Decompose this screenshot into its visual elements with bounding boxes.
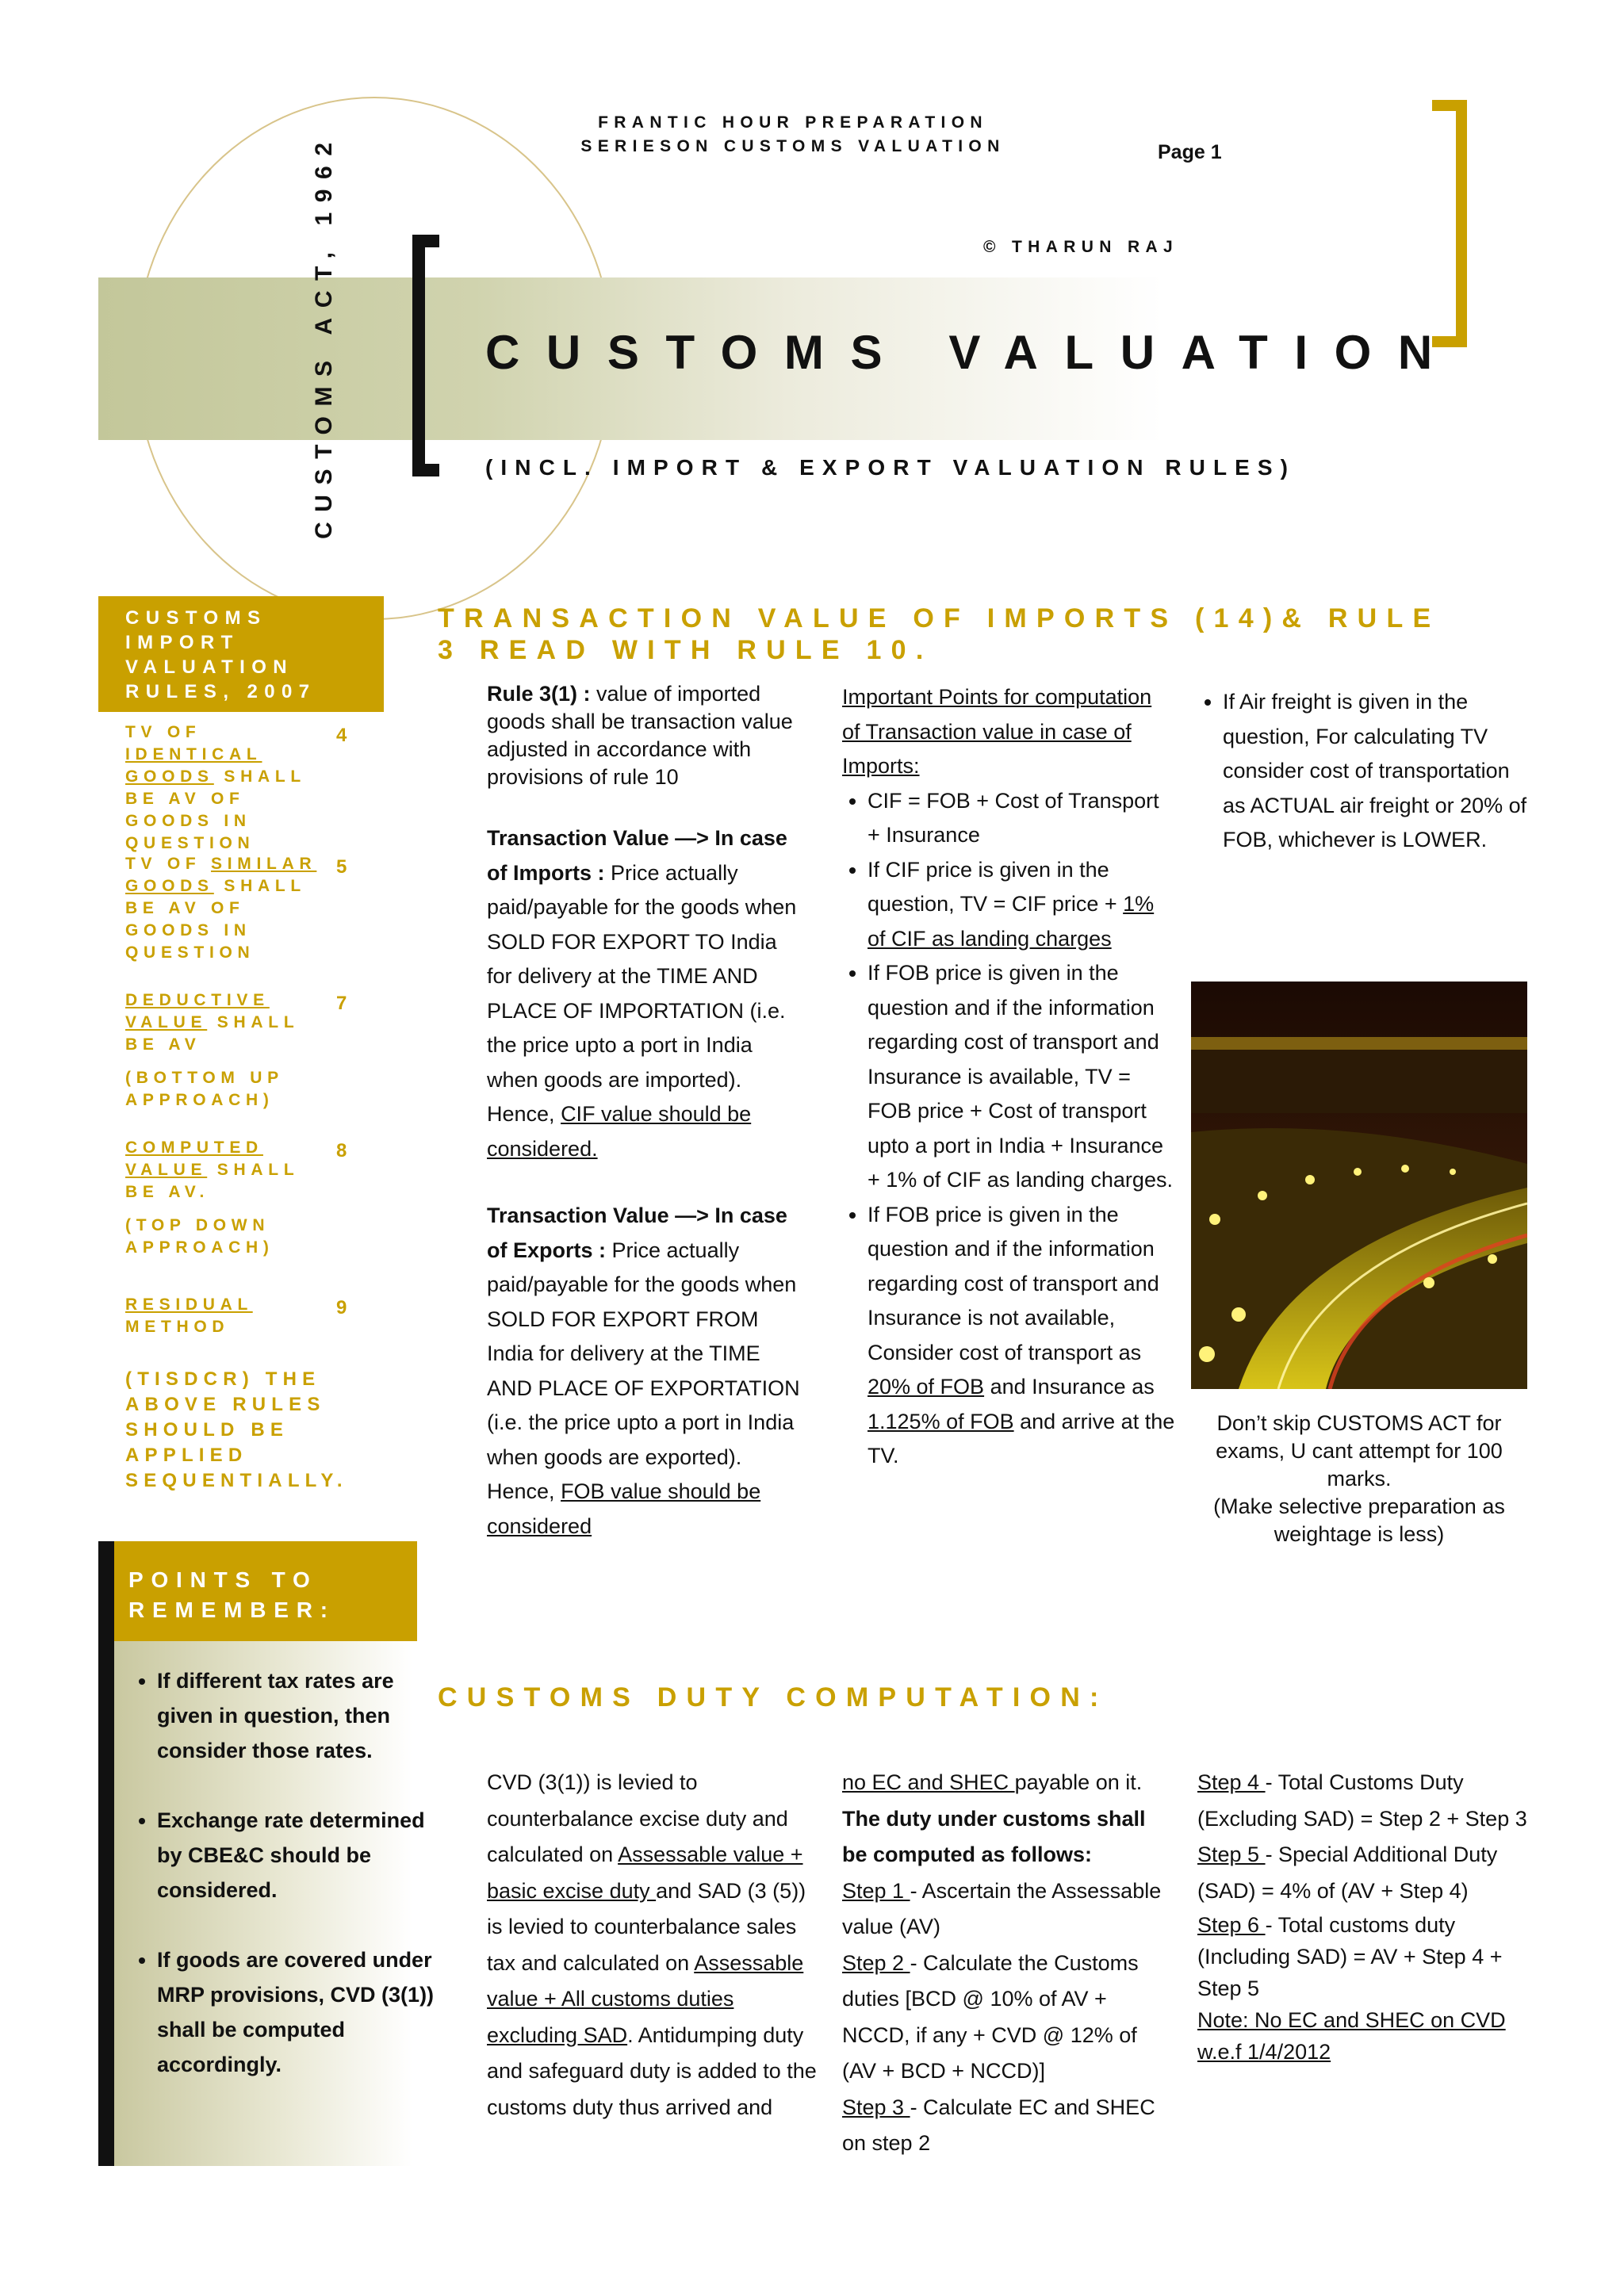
bullet-text: and arrive at the TV. xyxy=(868,1409,1175,1468)
photo-illustration xyxy=(1191,982,1527,1389)
rule31-text: value of imported goods shall be transaction value adjusted in accordance with provisions of rule 10 xyxy=(487,682,793,789)
bullet-underline: 20% of FOB xyxy=(868,1375,985,1399)
important-points xyxy=(842,680,1175,1474)
list-item: • If goods are covered under MRP provisions, CVD (3(1)) shall be computed accordingly. xyxy=(157,1942,450,2082)
duty-text: payable on it. xyxy=(1014,1770,1143,1794)
series-title xyxy=(555,111,1031,159)
fob-value-link: FOB value should be considered xyxy=(487,1479,761,1538)
duty-column-2 xyxy=(842,1765,1175,2162)
toc-text: SHALL BE AV. xyxy=(125,1161,299,1201)
step-label: Step 2 xyxy=(842,1950,910,1975)
city-night-photo xyxy=(1191,982,1527,1389)
toc-item-deductive[interactable] xyxy=(125,989,331,1112)
sidebar-note: (TISDCR) THE ABOVE RULES SHOULD BE APPLIED SEQUENTIALLY. xyxy=(125,1368,348,1491)
duty-text: CVD (3(1)) is levied to counterbalance excise duty and calculated on xyxy=(487,1770,788,1866)
duty-text: . Antidumping duty and safeguard duty is added to the customs duty thus arrived and xyxy=(487,2022,817,2119)
toc-text: SHALL BE AV OF GOODS IN QUESTION xyxy=(125,767,306,852)
section-heading-transaction: TRANSACTION VALUE OF IMPORTS (14)& RULE 3 READ WITH RULE 10. xyxy=(438,603,1441,665)
page-title: CUSTOMS VALUATION xyxy=(485,326,1459,379)
step-text: - Total customs duty (Including SAD) = AV + Step 4 + Step 5 xyxy=(1197,1913,1503,2000)
toc-text: TV OF xyxy=(125,723,201,741)
list-item: • If FOB price is given in the question and if the information regarding cost of transport and Insurance is available, TV = FOB price + Cost of transport upto a port in India + Insurance + 1% of CIF as landing charges. xyxy=(868,956,1175,1198)
bullet-text: and Insurance as xyxy=(984,1375,1155,1399)
air-freight-point xyxy=(1197,685,1530,858)
toc-text: METHOD xyxy=(125,1318,230,1336)
toc-item-similar[interactable] xyxy=(125,853,331,964)
step-label: Step 3 xyxy=(842,2095,910,2119)
toc-text: TV OF xyxy=(125,855,211,873)
cif-value-link: CIF value should be considered. xyxy=(487,1102,752,1161)
list-item: • If Air freight is given in the question, For calculating TV consider cost of transportation as ACTUAL air freight or 20% of FOB, whichever is LOWER. xyxy=(1223,685,1530,858)
toc-note: (TOP DOWN APPROACH) xyxy=(125,1216,274,1257)
step-text: - Total Customs Duty (Excluding SAD) = Step 2 + Step 3 xyxy=(1197,1770,1527,1831)
step-text: - Calculate EC and SHEC on step 2 xyxy=(842,2095,1155,2155)
toc-item-identical[interactable] xyxy=(125,721,331,855)
toc-page-number: 4 xyxy=(336,725,347,746)
list-item: • If different tax rates are given in question, then consider those rates. xyxy=(157,1663,450,1768)
points-bar xyxy=(98,1541,114,2166)
step-label: Step 6 xyxy=(1197,1913,1266,1937)
toc-item-residual[interactable] xyxy=(125,1294,331,1338)
toc-link[interactable]: COMPUTED VALUE xyxy=(125,1138,263,1179)
step-label: Step 4 xyxy=(1197,1770,1266,1794)
points-list xyxy=(119,1663,450,2117)
imports-label: Transaction Value —> In case of Imports : xyxy=(487,826,787,885)
left-bracket xyxy=(412,235,439,476)
important-heading: Important Points for computation of Transaction value in case of Imports: xyxy=(842,685,1152,778)
duty-underline: Assessable value + basic excise duty xyxy=(487,1843,803,1903)
bullet-underline: 1% of CIF as landing charges xyxy=(868,892,1155,951)
duty-column-3 xyxy=(1197,1765,1530,2068)
duty-column-1 xyxy=(487,1765,820,2126)
step-text: - Calculate the Customs duties [BCD @ 10% of AV + NCCD, if any + CVD @ 12% of (AV + BCD + NCCD)] xyxy=(842,1950,1139,2083)
toc-page-number: 7 xyxy=(336,993,347,1014)
duty-note: Note: No EC and SHEC on CVD w.e.f 1/4/2012 xyxy=(1197,2008,1506,2064)
series-line-1: FRANTIC HOUR PREPARATION xyxy=(598,113,988,132)
toc-text: SHALL BE AV xyxy=(125,1013,299,1054)
caption-line: Don’t skip CUSTOMS ACT for exams, U cant attempt for 100 marks. xyxy=(1216,1411,1503,1490)
toc-note: (BOTTOM UP APPROACH) xyxy=(125,1069,284,1109)
step-label: Step 5 xyxy=(1197,1843,1266,1866)
toc-item-computed[interactable] xyxy=(125,1137,331,1259)
list-item: • Exchange rate determined by CBE&C should be considered. xyxy=(157,1803,450,1908)
list-item xyxy=(868,1198,1175,1474)
toc-link[interactable]: SIMILAR GOODS xyxy=(125,855,317,895)
bullet-text: If CIF price is given in the question, TV = CIF price + xyxy=(868,857,1124,916)
caption-line: (Make selective preparation as weightage is less) xyxy=(1213,1494,1505,1546)
toc-page-number: 8 xyxy=(336,1140,347,1161)
duty-underline: Assessable value + All customs duties excluding SAD xyxy=(487,1950,804,2047)
list-item xyxy=(868,853,1175,957)
exports-text: Price actually paid/payable for the goods when SOLD FOR EXPORT FROM India for delivery at the TIME AND PLACE OF EXPORTATION (i.e. the price upto a port in India when goods are exported). Hence, xyxy=(487,1238,800,1503)
toc-link[interactable]: IDENTICAL GOODS xyxy=(125,745,262,786)
duty-bold: The duty under customs shall be computed as follows: xyxy=(842,1806,1146,1866)
duty-text: and SAD (3 (5)) is levied to counterbalance sales tax and calculated on xyxy=(487,1878,806,1975)
rule31-paragraph xyxy=(487,680,804,791)
toc-link[interactable]: RESIDUAL xyxy=(125,1295,253,1314)
rule31-label: Rule 3(1) : xyxy=(487,682,591,706)
toc-page-number: 5 xyxy=(336,856,347,878)
toc-link[interactable]: DEDUCTIVE VALUE xyxy=(125,991,270,1031)
list-item: • CIF = FOB + Cost of Transport + Insurance xyxy=(868,784,1175,853)
sidebar-heading: CUSTOMS IMPORT VALUATION RULES, 2007 xyxy=(98,596,384,712)
section-heading-duty: CUSTOMS DUTY COMPUTATION: xyxy=(438,1682,1109,1712)
bullet-text: If FOB price is given in the question and if the information regarding cost of transport and Insurance is not available, Consider cost of transport as xyxy=(868,1202,1159,1364)
exports-paragraph xyxy=(487,1199,804,1544)
exports-label: Transaction Value —> In case of Exports : xyxy=(487,1203,787,1262)
toc-text: SHALL BE AV OF GOODS IN QUESTION xyxy=(125,877,306,962)
toc-page-number: 9 xyxy=(336,1297,347,1318)
imports-paragraph xyxy=(487,821,804,1166)
page-number: Page 1 xyxy=(1158,141,1222,163)
duty-underline: no EC and SHEC xyxy=(842,1770,1015,1794)
right-bracket xyxy=(1432,100,1467,347)
step-text: - Special Additional Duty (SAD) = 4% of (AV + Step 4) xyxy=(1197,1843,1498,1903)
imports-text: Price actually paid/payable for the goods when SOLD FOR EXPORT TO India for delivery at the TIME AND PLACE OF IMPORTATION (i.e. the price upto a port in India when goods are imported). Hence, xyxy=(487,860,797,1126)
vertical-act-title: CUSTOMS ACT, 1962 xyxy=(311,132,337,539)
bullet-underline: 1.125% of FOB xyxy=(868,1409,1014,1433)
points-heading: POINTS TO REMEMBER: xyxy=(114,1541,417,1641)
page-subtitle: (INCL. IMPORT & EXPORT VALUATION RULES) xyxy=(485,455,1297,480)
series-line-2: SERIESON CUSTOMS VALUATION xyxy=(580,137,1005,155)
step-label: Step 1 xyxy=(842,1878,910,1903)
copyright: © THARUN RAJ xyxy=(983,238,1179,256)
photo-caption xyxy=(1186,1410,1532,1548)
step-text: - Ascertain the Assessable value (AV) xyxy=(842,1878,1162,1938)
